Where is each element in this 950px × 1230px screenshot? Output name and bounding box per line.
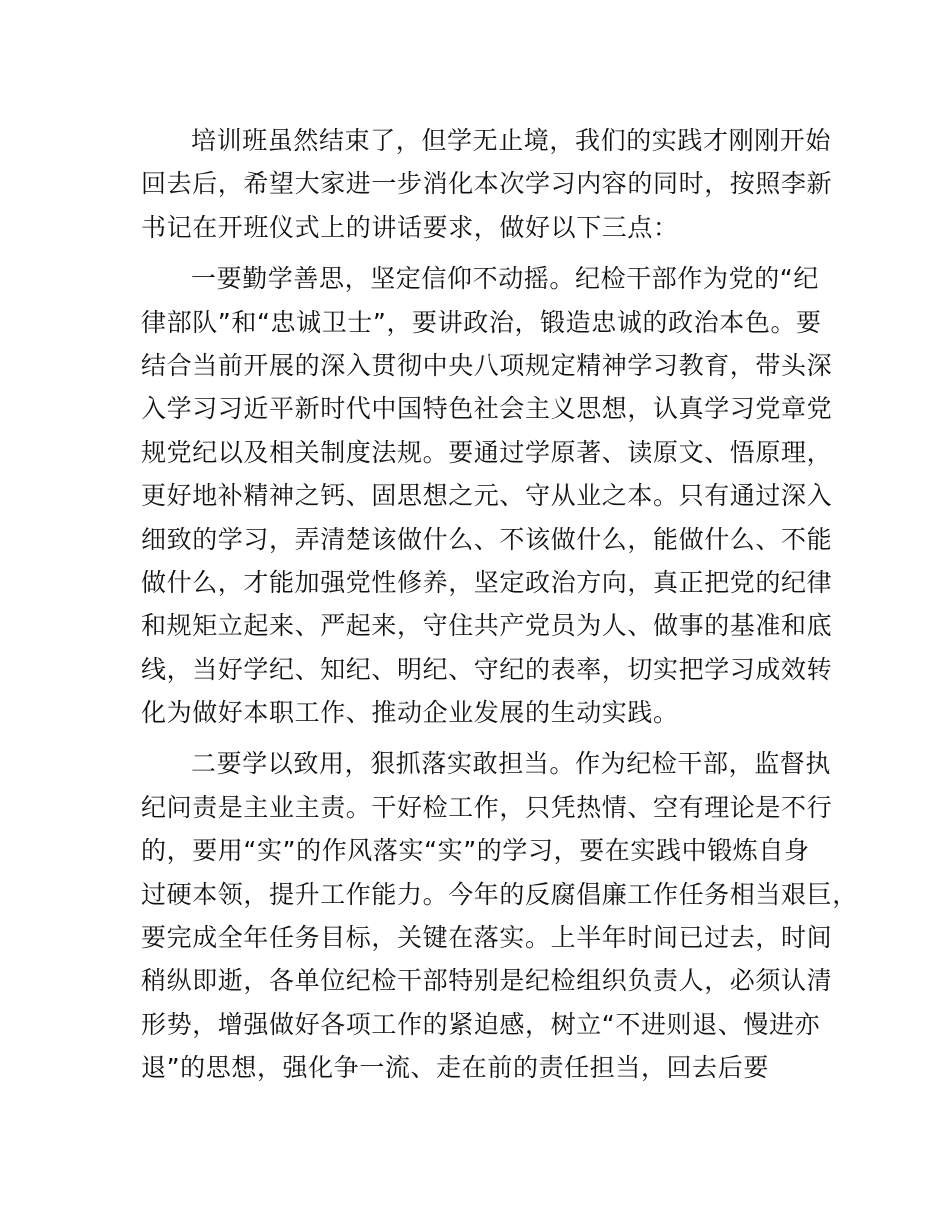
text-line: 回去后，希望大家进一步消化本次学习内容的同时，按照李新 bbox=[141, 169, 833, 199]
text-line: 纪问责是主业主责。干好检工作，只凭热情、空有理论是不行 bbox=[141, 792, 833, 822]
text-line: 退”的思想，强化争一流、走在前的责任担当，回去后要 bbox=[141, 1053, 769, 1083]
paragraph-1 bbox=[141, 119, 841, 249]
text-line: 书记在开班仪式上的讲话要求，做好以下三点： bbox=[141, 212, 679, 242]
paragraph-2 bbox=[141, 257, 841, 734]
text-line: 律部队”和“忠诚卫士”，要讲政治，锻造忠诚的政治本色。要 bbox=[141, 307, 822, 337]
text-line: 入学习习近平新时代中国特色社会主义思想，认真学习党章党 bbox=[141, 394, 833, 424]
text-line: 二要学以致用，狠抓落实敢担当。作为纪检干部，监督执 bbox=[191, 749, 832, 779]
text-line: 的，要用“实”的作风落实“实”的学习，要在实践中锻炼自身 bbox=[141, 836, 810, 866]
text-line: 做什么，才能加强党性修养，坚定政治方向，真正把党的纪律 bbox=[141, 567, 833, 597]
text-line: 化为做好本职工作、推动企业发展的生动实践。 bbox=[141, 698, 679, 728]
text-line: 一要勤学善思，坚定信仰不动摇。纪检干部作为党的“纪 bbox=[191, 264, 819, 294]
text-line: 结合当前开展的深入贯彻中央八项规定精神学习教育，带头深 bbox=[141, 350, 833, 380]
text-line: 稍纵即逝，各单位纪检干部特别是纪检组织负责人，必须认清 bbox=[141, 966, 833, 996]
text-line: 线，当好学纪、知纪、明纪、守纪的表率，切实把学习成效转 bbox=[141, 654, 833, 684]
text-line: 过硬本领，提升工作能力。今年的反腐倡廉工作任务相当艰巨， bbox=[141, 879, 858, 909]
text-line: 培训班虽然结束了，但学无止境，我们的实践才刚刚开始 bbox=[191, 126, 832, 155]
text-line: 更好地补精神之钙、固思想之元、守从业之本。只有通过深入 bbox=[141, 481, 833, 511]
text-line: 和规矩立起来、严起来，守住共产党员为人、做事的基准和底 bbox=[141, 611, 833, 641]
text-line: 要完成全年任务目标，关键在落实。上半年时间已过去，时间 bbox=[141, 923, 833, 953]
paragraph-3 bbox=[141, 742, 858, 1089]
text-line: 细致的学习，弄清楚该做什么、不该做什么，能做什么、不能 bbox=[141, 524, 833, 554]
document-body bbox=[141, 119, 858, 1090]
text-line: 规党纪以及相关制度法规。要通过学原著、读原文、悟原理， bbox=[141, 437, 833, 467]
text-line: 形势，增强做好各项工作的紧迫感，树立“不进则退、慢进亦 bbox=[141, 1009, 821, 1039]
